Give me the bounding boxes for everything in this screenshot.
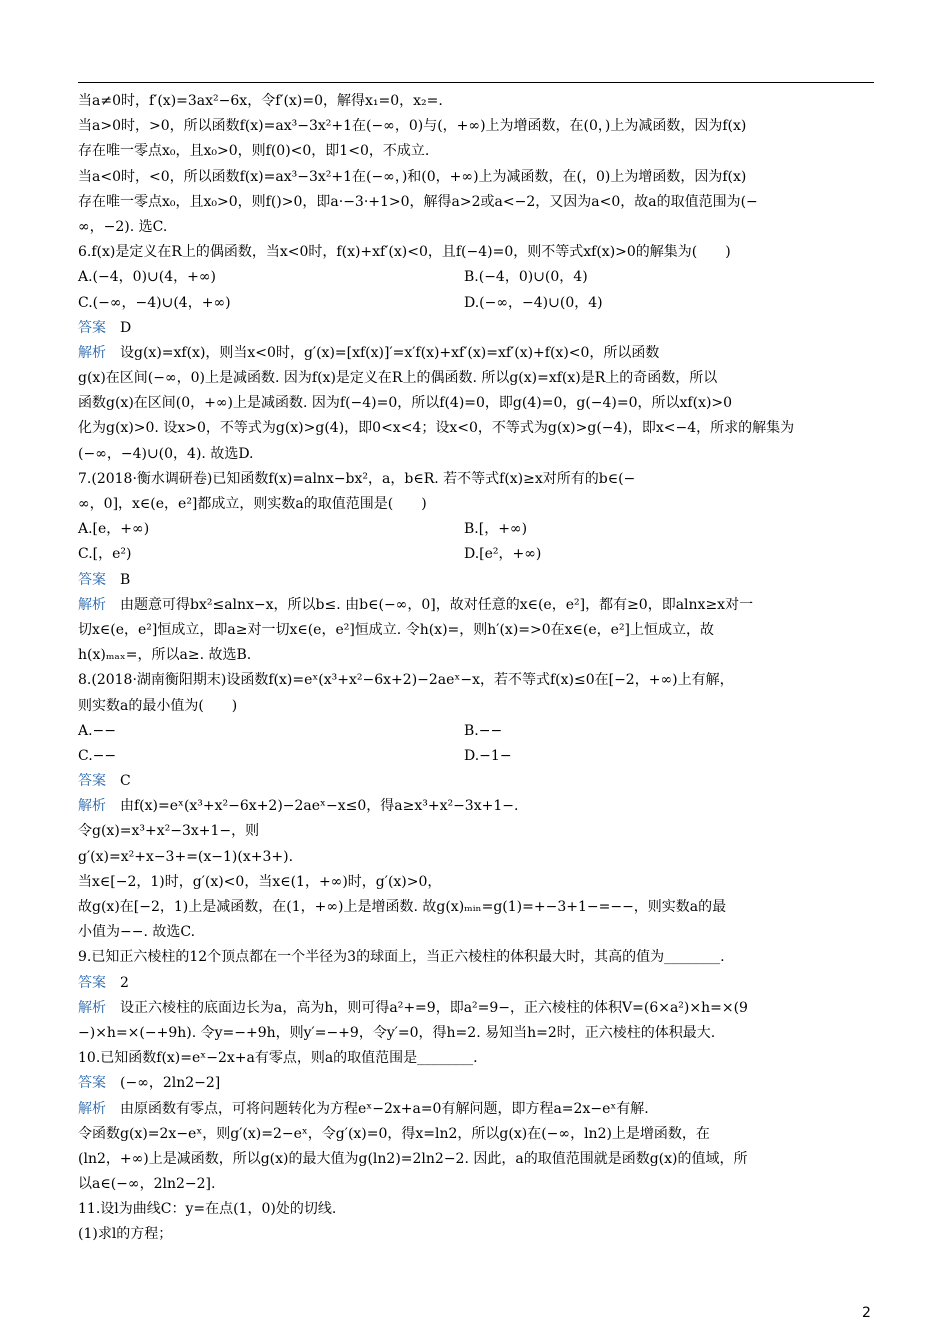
page-number: 2 (862, 1305, 871, 1321)
text-line: 令函数g(x)=2x−eˣ，则g′(x)=2−eˣ，令g′(x)=0，得x=ln2，所以g(x)在(−∞，ln2)上是增函数，在 (78, 1125, 710, 1142)
text-line: 令g(x)=x³+x²−3x+1−，则 (78, 823, 260, 840)
q7-answer (78, 568, 874, 593)
question-11-stem: 11.设l为曲线C：y=在点(1，0)处的切线. (78, 1201, 337, 1218)
text-line: g(x)在区间(−∞，0)上是减函数. 因为f(x)是定义在R上的偶函数. 所以g(x)=xf(x)是R上的奇函数，所以 (78, 370, 718, 387)
q9-answer (78, 971, 874, 996)
q6-option-c: C.(−∞，−4)∪(4，+∞) (78, 294, 231, 311)
text-line: 当a>0时，>0，所以函数f(x)=ax³−3x²+1在(−∞，0)与(，+∞)上为增函数，在(0，)上为减函数，因为f(x) (78, 118, 747, 135)
text-line: 切x∈(e，e²]恒成立，即a≥对一切x∈(e，e²]恒成立. 令h(x)=，则h′(x)=>0在x∈(e，e²]上恒成立，故 (78, 621, 715, 638)
analysis-text: 设g(x)=xf(x)，则当x<0时，g′(x)=[xf(x)]′=x′f(x)+xf′(x)=xf′(x)+f(x)<0，所以函数 (120, 344, 660, 361)
text-line: 当x∈[−2，1)时，g′(x)<0，当x∈(1，+∞)时，g′(x)>0， (78, 873, 442, 890)
analysis-text: 由f(x)=eˣ(x³+x²−6x+2)−2aeˣ−x≤0，得a≥x³+x²−3x+1−. (120, 798, 519, 815)
document-body (78, 89, 874, 1248)
answer-value: D (120, 319, 132, 336)
question-10-stem: 10.已知函数f(x)=eˣ−2x+a有零点，则a的取值范围是________. (78, 1050, 478, 1067)
q8-option-c: C.−− (78, 747, 117, 764)
q6-answer (78, 316, 874, 341)
text-line: ∞，−2). 选C. (78, 218, 168, 235)
analysis-text: 由题意可得bx²≤alnx−x，所以b≤. 由b∈(−∞，0]，故对任意的x∈(e，e²]，都有≥0，即alnx≥x对一 (120, 596, 754, 613)
answer-label: 答案 (78, 974, 106, 991)
text-line: 当a≠0时，f′(x)=3ax²−6x，令f′(x)=0，解得x₁=0，x₂=. (78, 93, 443, 109)
text-line: 存在唯一零点x₀，且x₀>0，则f()>0，即a·−3·+1>0，解得a>2或a<−2，又因为a<0，故a的取值范围为(− (78, 193, 758, 210)
text-line: 当a<0时，<0，所以函数f(x)=ax³−3x²+1在(−∞，)和(0，+∞)上为减函数，在(，0)上为增函数，因为f(x) (78, 168, 747, 185)
text-line: −)×h=×(−+9h). 令y=−+9h，则y′=−+9，令y′=0，得h=2. 易知当h=2时，正六棱柱的体积最大. (78, 1024, 716, 1041)
q8-analysis (78, 794, 874, 819)
text-line: 故g(x)在[−2，1)上是减函数，在(1，+∞)上是增函数. 故g(x)ₘᵢₙ=g(1)=+−3+1−=−−，则实数a的最 (78, 899, 727, 915)
header-rule (78, 82, 874, 83)
text-line: 存在唯一零点x₀，且x₀>0，则f(0)<0，即1<0，不成立. (78, 143, 430, 160)
analysis-text: 设正六棱柱的底面边长为a，高为h，则可得a²+=9，即a²=9−，正六棱柱的体积V=(6×a²)×h=×(9 (120, 999, 748, 1016)
answer-label: 答案 (78, 1075, 106, 1092)
question-9-stem: 9.已知正六棱柱的12个顶点都在一个半径为3的球面上，当正六棱柱的体积最大时，其高的值为________. (78, 949, 725, 966)
question-7-stem: 7.(2018·衡水调研卷)已知函数f(x)=alnx−bx²，a，b∈R. 若不等式f(x)≥x对所有的b∈(− (78, 470, 636, 487)
q6-options-row-2 (78, 291, 874, 316)
question-8-stem: 8.(2018·湖南衡阳期末)设函数f(x)=eˣ(x³+x²−6x+2)−2aeˣ−x，若不等式f(x)≤0在[−2，+∞)上有解， (78, 672, 734, 689)
q8-options-row-1 (78, 719, 874, 744)
q8-answer (78, 769, 874, 794)
analysis-text: 由原函数有零点，可将问题转化为方程eˣ−2x+a=0有解问题，即方程a=2x−eˣ有解. (120, 1100, 649, 1117)
q10-analysis (78, 1097, 874, 1122)
answer-value: (−∞，2ln2−2] (120, 1075, 221, 1092)
q7-option-b: B.[，+∞) (464, 521, 528, 538)
q6-analysis (78, 341, 874, 366)
text-line: 小值为−−. 故选C. (78, 924, 196, 941)
q7-option-d: D.[e²，+∞) (464, 546, 542, 563)
q8-option-b: B.−− (464, 722, 503, 739)
analysis-label: 解析 (78, 596, 106, 613)
answer-label: 答案 (78, 319, 106, 336)
text-line: 以a∈(−∞，2ln2−2]. (78, 1176, 216, 1193)
q7-option-a: A.[e，+∞) (78, 521, 150, 538)
answer-value: 2 (120, 974, 129, 991)
question-7-stem: ∞，0]，x∈(e，e²]都成立，则实数a的取值范围是( ) (78, 496, 427, 512)
analysis-label: 解析 (78, 1100, 106, 1117)
question-11-part-1: (1)求l的方程； (78, 1226, 173, 1243)
answer-value: B (120, 571, 131, 588)
q8-option-d: D.−1− (464, 747, 512, 764)
q6-option-a: A.(−4，0)∪(4，+∞) (78, 269, 216, 286)
text-line: 函数g(x)在区间(0，+∞)上是减函数. 因为f(−4)=0，所以f(4)=0，即g(4)=0，g(−4)=0，所以xf(x)>0 (78, 395, 733, 412)
analysis-label: 解析 (78, 798, 106, 815)
question-6-stem: 6.f(x)是定义在R上的偶函数，当x<0时，f(x)+xf′(x)<0，且f(−4)=0，则不等式xf(x)>0的解集为( ) (78, 244, 731, 261)
q7-options-row-2 (78, 542, 874, 567)
question-8-stem: 则实数a的最小值为( ) (78, 697, 238, 714)
q9-analysis (78, 996, 874, 1021)
text-line: g′(x)=x²+x−3+=(x−1)(x+3+). (78, 848, 294, 865)
q6-options-row-1 (78, 265, 874, 290)
q6-option-b: B.(−4，0)∪(0，4) (464, 269, 588, 286)
q7-options-row-1 (78, 517, 874, 542)
text-line: (ln2，+∞)上是减函数，所以g(x)的最大值为g(ln2)=2ln2−2. 因此，a的取值范围就是函数g(x)的值域，所 (78, 1150, 748, 1167)
text-line: (−∞，−4)∪(0，4). 故选D. (78, 445, 254, 462)
q6-option-d: D.(−∞，−4)∪(0，4) (464, 294, 603, 311)
answer-label: 答案 (78, 773, 106, 790)
analysis-label: 解析 (78, 344, 106, 361)
answer-label: 答案 (78, 571, 106, 588)
analysis-label: 解析 (78, 999, 106, 1016)
q7-analysis (78, 593, 874, 618)
q10-answer (78, 1071, 874, 1096)
text-line: h(x)ₘₐₓ=，所以a≥. 故选B. (78, 647, 252, 664)
q8-options-row-2 (78, 744, 874, 769)
answer-value: C (120, 773, 131, 790)
q8-option-a: A.−− (78, 722, 117, 739)
q7-option-c: C.[，e²) (78, 546, 132, 563)
text-line: 化为g(x)>0. 设x>0，不等式为g(x)>g(4)，即0<x<4；设x<0，不等式为g(x)>g(−4)，即x<−4，所求的解集为 (78, 420, 795, 437)
